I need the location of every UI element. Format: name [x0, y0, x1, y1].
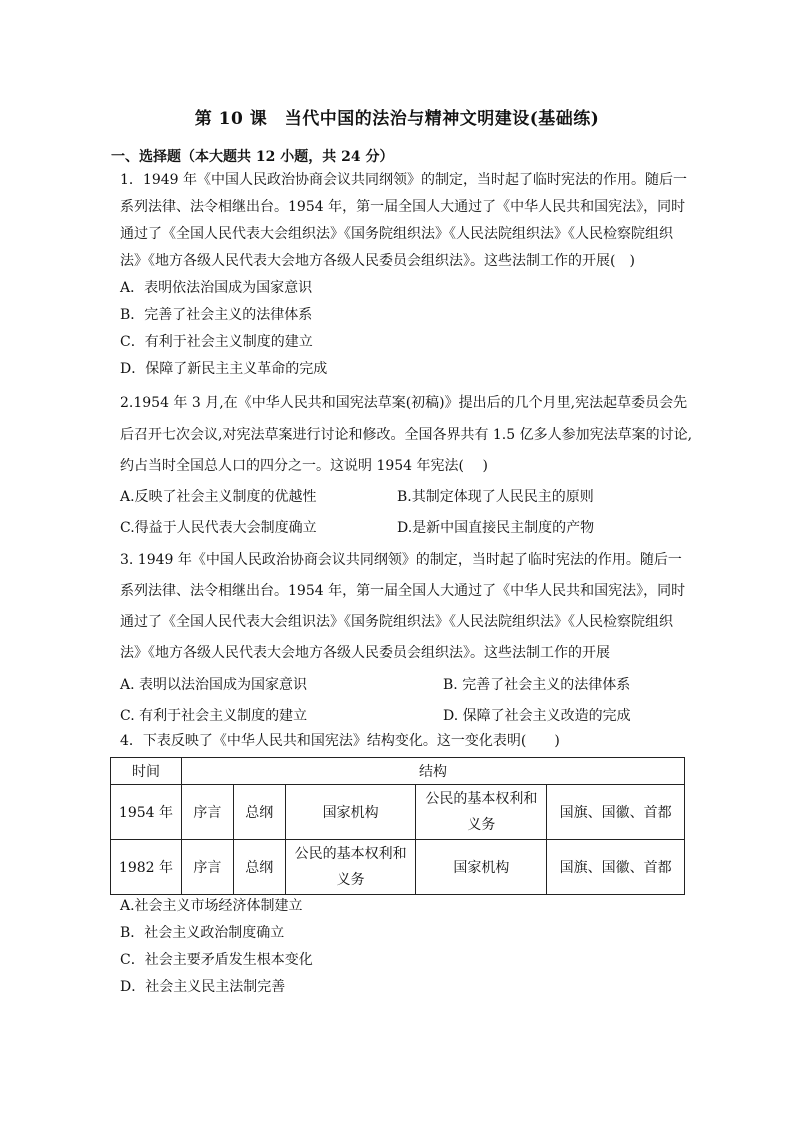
q4-stem: 4．下表反映了《中华人民共和国宪法》结构变化。这一变化表明( ): [120, 733, 560, 749]
q3-line: 系列法律、法令相继出台。1954 年，第一届全国人大通过了《中华人民共和国宪法》，同时: [120, 583, 686, 599]
q2-line: 2.1954 年 3 月,在《中华人民共和国宪法草案(初稿)》提出后的几个月里,宪法起草委员会先: [120, 395, 688, 411]
q2-line: 约占当时全国总人口的四分之一。这说明 1954 年宪法( ): [120, 458, 488, 474]
q1-line: 1．1949 年《中国人民政治协商会议共同纲领》的制定，当时起了临时宪法的作用。随后一: [120, 172, 687, 188]
cell: 序言: [181, 840, 233, 895]
q3-line: 通过了《全国人民代表大会组识法》《国务院组织法》《人民法院组织法》《人民检察院组织: [120, 614, 673, 630]
q2-option-a: A.反映了社会主义制度的优越性: [120, 489, 317, 505]
q1-option-b: B．完善了社会主义的法律体系: [120, 307, 313, 323]
q2-option-c: C.得益于人民代表大会制度确立: [120, 520, 317, 536]
cell: [285, 840, 416, 895]
header-time: 时间: [111, 758, 182, 785]
q1-line: 法》《地方各级人民代表大会地方各级人民委员会组织法》。这些法制工作的开展( ): [120, 253, 635, 269]
table-row: [111, 785, 685, 840]
cell-line: 义务: [467, 817, 496, 833]
cell-line: 公民的基本权利和: [294, 846, 407, 862]
q4-option-a: A.社会主义市场经济体制建立: [120, 898, 303, 914]
q1-line: 通过了《全国人民代表大会组织法》《国务院组织法》《人民法院组织法》《人民检察院组织: [120, 226, 673, 242]
q4-option-b: B．社会主义政治制度确立: [120, 925, 285, 941]
cell: 国旗、国徽、首都: [547, 785, 685, 840]
cell: 国旗、国徽、首都: [547, 840, 685, 895]
cell-line: 公民的基本权利和: [425, 791, 538, 807]
section-heading: 一、选择题（本大题共 12 小题，共 24 分）: [111, 149, 394, 165]
table-row: [111, 840, 685, 895]
q1-option-c: C．有利于社会主义制度的建立: [120, 334, 313, 350]
q2-line: 后召开七次会议,对宪法草案进行讨论和修改。全国各界共有 1.5 亿多人参加宪法草案的讨论,: [120, 427, 693, 443]
q3-line: 法》《地方各级人民代表大会地方各级人民委员会组织法》。这些法制工作的开展: [120, 645, 610, 661]
q1-line: 系列法律、法令相继出台。1954 年，第一届全国人大通过了《中华人民共和国宪法》，同时: [120, 199, 686, 215]
q1-option-a: A．表明依法治国成为国家意识: [120, 280, 313, 296]
q4-option-c: C．社会主要矛盾发生根本变化: [120, 952, 313, 968]
q3-line: 3. 1949 年《中国人民政治协商会议共同纲领》的制定，当时起了临时宪法的作用。随后一: [120, 552, 682, 568]
cell: 序言: [181, 785, 233, 840]
cell: 总纲: [233, 785, 285, 840]
q3-option-a: A. 表明以法治国成为国家意识: [120, 677, 308, 693]
q3-option-d: D. 保障了社会主义改造的完成: [443, 708, 631, 724]
q1-option-d: D．保障了新民主主义革命的完成: [120, 361, 328, 377]
q3-option-c: C. 有利于社会主义制度的建立: [120, 708, 308, 724]
cell: 国家机构: [416, 840, 547, 895]
row-year: 1982 年: [111, 840, 182, 895]
header-structure: 结构: [181, 758, 684, 785]
page-title: 第 10 课 当代中国的法治与精神文明建设(基础练): [194, 109, 600, 129]
cell: 国家机构: [285, 785, 416, 840]
constitution-structure-table: [110, 757, 685, 895]
q3-option-b: B. 完善了社会主义的法律体系: [443, 677, 631, 693]
q4-option-d: D．社会主义民主法制完善: [120, 979, 286, 995]
cell-line: 义务: [336, 872, 365, 888]
q2-option-d: D.是新中国直接民主制度的产物: [397, 520, 595, 536]
cell: 总纲: [233, 840, 285, 895]
cell: [416, 785, 547, 840]
q2-option-b: B.其制定体现了人民民主的原则: [397, 489, 594, 505]
table-header-row: [111, 758, 685, 785]
row-year: 1954 年: [111, 785, 182, 840]
